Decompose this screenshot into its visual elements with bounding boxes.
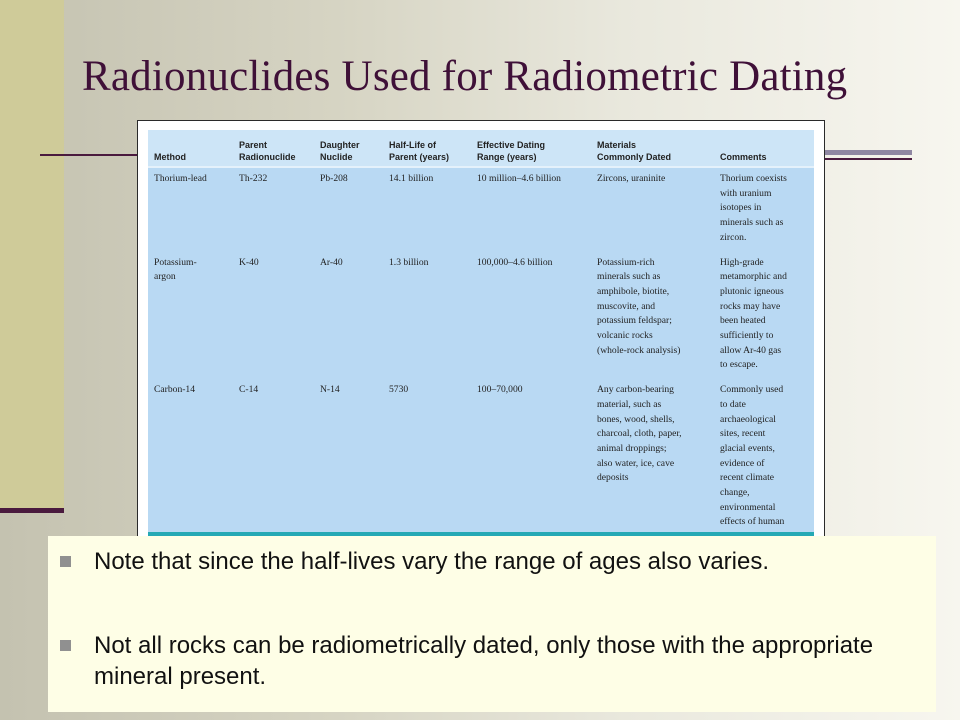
cell-method: Potassium- argon	[154, 256, 197, 283]
table-panel	[148, 130, 814, 542]
cell-half-life: 1.3 billion	[389, 256, 429, 268]
cell-half-life: 5730	[389, 384, 409, 396]
cell-comments: Thorium coexists with uranium isotopes in minerals such as zircon.	[720, 173, 787, 243]
header-daughter-nuclide: Daughter Nuclide	[314, 130, 383, 167]
header-method: Method	[148, 130, 233, 167]
header-dating-range: Effective Dating Range (years)	[471, 130, 591, 167]
table-header-row	[148, 130, 814, 167]
title-underline-right-thin	[823, 158, 912, 160]
cell-comments: Commonly used to date archaeological sites, recent glacial events, evidence of recent climate change, environmental effects of human	[720, 384, 785, 528]
table-row	[148, 252, 814, 380]
header-half-life: Half-Life of Parent (years)	[383, 130, 471, 167]
cell-method: Carbon-14	[154, 384, 196, 396]
table-figure	[137, 120, 825, 540]
left-band-bottom-rule	[0, 508, 64, 513]
cell-daughter: N-14	[320, 384, 340, 396]
title-underline-left	[40, 154, 140, 156]
cell-materials: Any carbon-bearing material, such as bones, wood, shells, charcoal, cloth, paper, animal droppings; also water, ice, cave deposits	[597, 384, 682, 484]
title-underline-right	[823, 150, 912, 155]
note-text: Note that since the half-lives vary the range of ages also varies.	[94, 548, 770, 575]
cell-range: 10 million–4.6 billion	[477, 173, 561, 184]
notes-box	[48, 536, 936, 712]
note-item	[60, 546, 920, 577]
table-row	[148, 167, 814, 252]
slide-title: Radionuclides Used for Radiometric Dating	[82, 53, 848, 100]
cell-range: 100,000–4.6 billion	[477, 256, 553, 268]
table-row	[148, 379, 814, 551]
note-text: Not all rocks can be radiometrically dated, only those with the appropriate mineral present.	[94, 632, 874, 690]
radionuclide-table	[148, 130, 814, 551]
note-item	[60, 630, 920, 692]
cell-comments: High-grade metamorphic and plutonic igneous rocks may have been heated sufficiently to allow Ar-40 gas to escape.	[720, 256, 787, 371]
cell-daughter: Pb-208	[320, 173, 348, 184]
cell-materials: Zircons, uraninite	[597, 173, 666, 184]
left-accent-band	[0, 0, 64, 512]
header-comments: Comments	[714, 130, 814, 167]
cell-daughter: Ar-40	[320, 256, 343, 268]
header-materials: Materials Commonly Dated	[591, 130, 714, 167]
header-parent-radionuclide: Parent Radionuclide	[233, 130, 314, 167]
cell-parent: Th-232	[239, 173, 268, 184]
cell-range: 100–70,000	[477, 384, 523, 396]
cell-half-life: 14.1 billion	[389, 173, 434, 184]
cell-materials: Potassium-rich minerals such as amphibole, biotite, muscovite, and potassium feldspar; volcanic rocks (whole-rock analysis)	[597, 256, 681, 356]
cell-method: Thorium-lead	[154, 173, 207, 184]
square-bullet-icon	[60, 640, 71, 651]
square-bullet-icon	[60, 556, 71, 567]
cell-parent: C-14	[239, 384, 259, 396]
cell-parent: K-40	[239, 256, 259, 268]
